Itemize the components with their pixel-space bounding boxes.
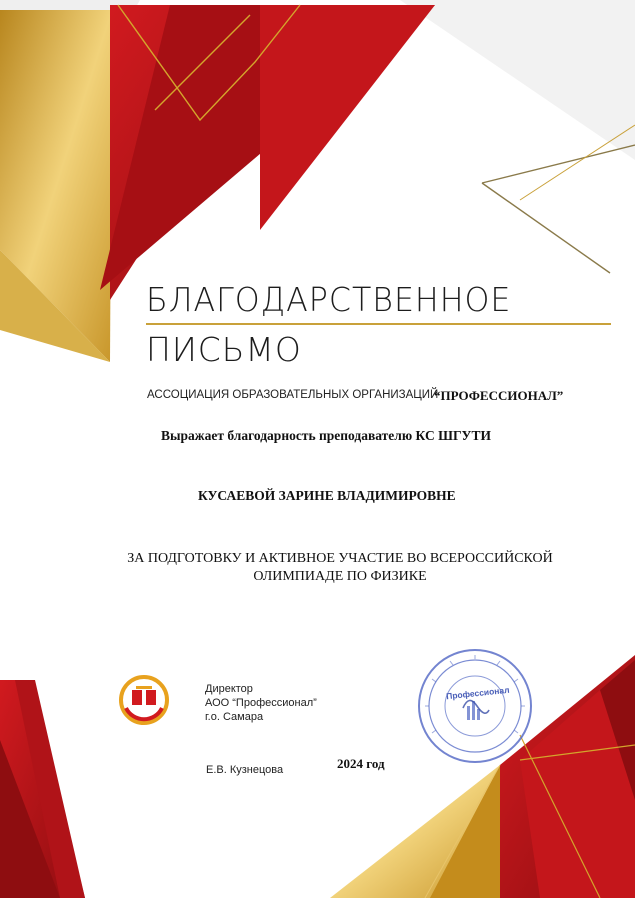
document-year: 2024 год xyxy=(337,756,385,771)
certificate-title-line1: БЛАГОДАРСТВЕННОЕ xyxy=(146,280,512,319)
title-divider xyxy=(146,323,611,325)
signer-name: Е.В. Кузнецова xyxy=(206,764,284,776)
grey-facet xyxy=(400,0,635,160)
director-organization: АОО “Профессионал” xyxy=(205,697,317,709)
director-city: г.о. Самара xyxy=(205,711,264,723)
thanks-text: Выражает благодарность преподавателю КС ШГУТИ xyxy=(161,428,491,443)
certificate-title-line2: ПИСЬМО xyxy=(146,330,302,369)
reason-line2: ОЛИМПИАДЕ ПО ФИЗИКЕ xyxy=(253,569,427,584)
gold-line xyxy=(520,125,635,200)
red-triangle xyxy=(260,5,435,230)
stamp-label: Профессионал xyxy=(445,684,510,702)
recipient-name: КУСАЕВОЙ ЗАРИНЕ ВЛАДИМИРОВНЕ xyxy=(198,488,456,503)
official-stamp xyxy=(415,646,535,766)
director-title: Директор xyxy=(205,683,253,695)
organization-logo xyxy=(118,674,170,726)
gold-line xyxy=(482,183,610,273)
reason-line1: ЗА ПОДГОТОВКУ И АКТИВНОЕ УЧАСТИЕ ВО ВСЕРОССИЙСКОЙ xyxy=(127,551,553,566)
association-name: “ПРОФЕССИОНАЛ” xyxy=(434,388,564,403)
gold-line xyxy=(482,145,635,183)
association-label: АССОЦИАЦИЯ ОБРАЗОВАТЕЛЬНЫХ ОРГАНИЗАЦИЙ xyxy=(147,389,439,401)
